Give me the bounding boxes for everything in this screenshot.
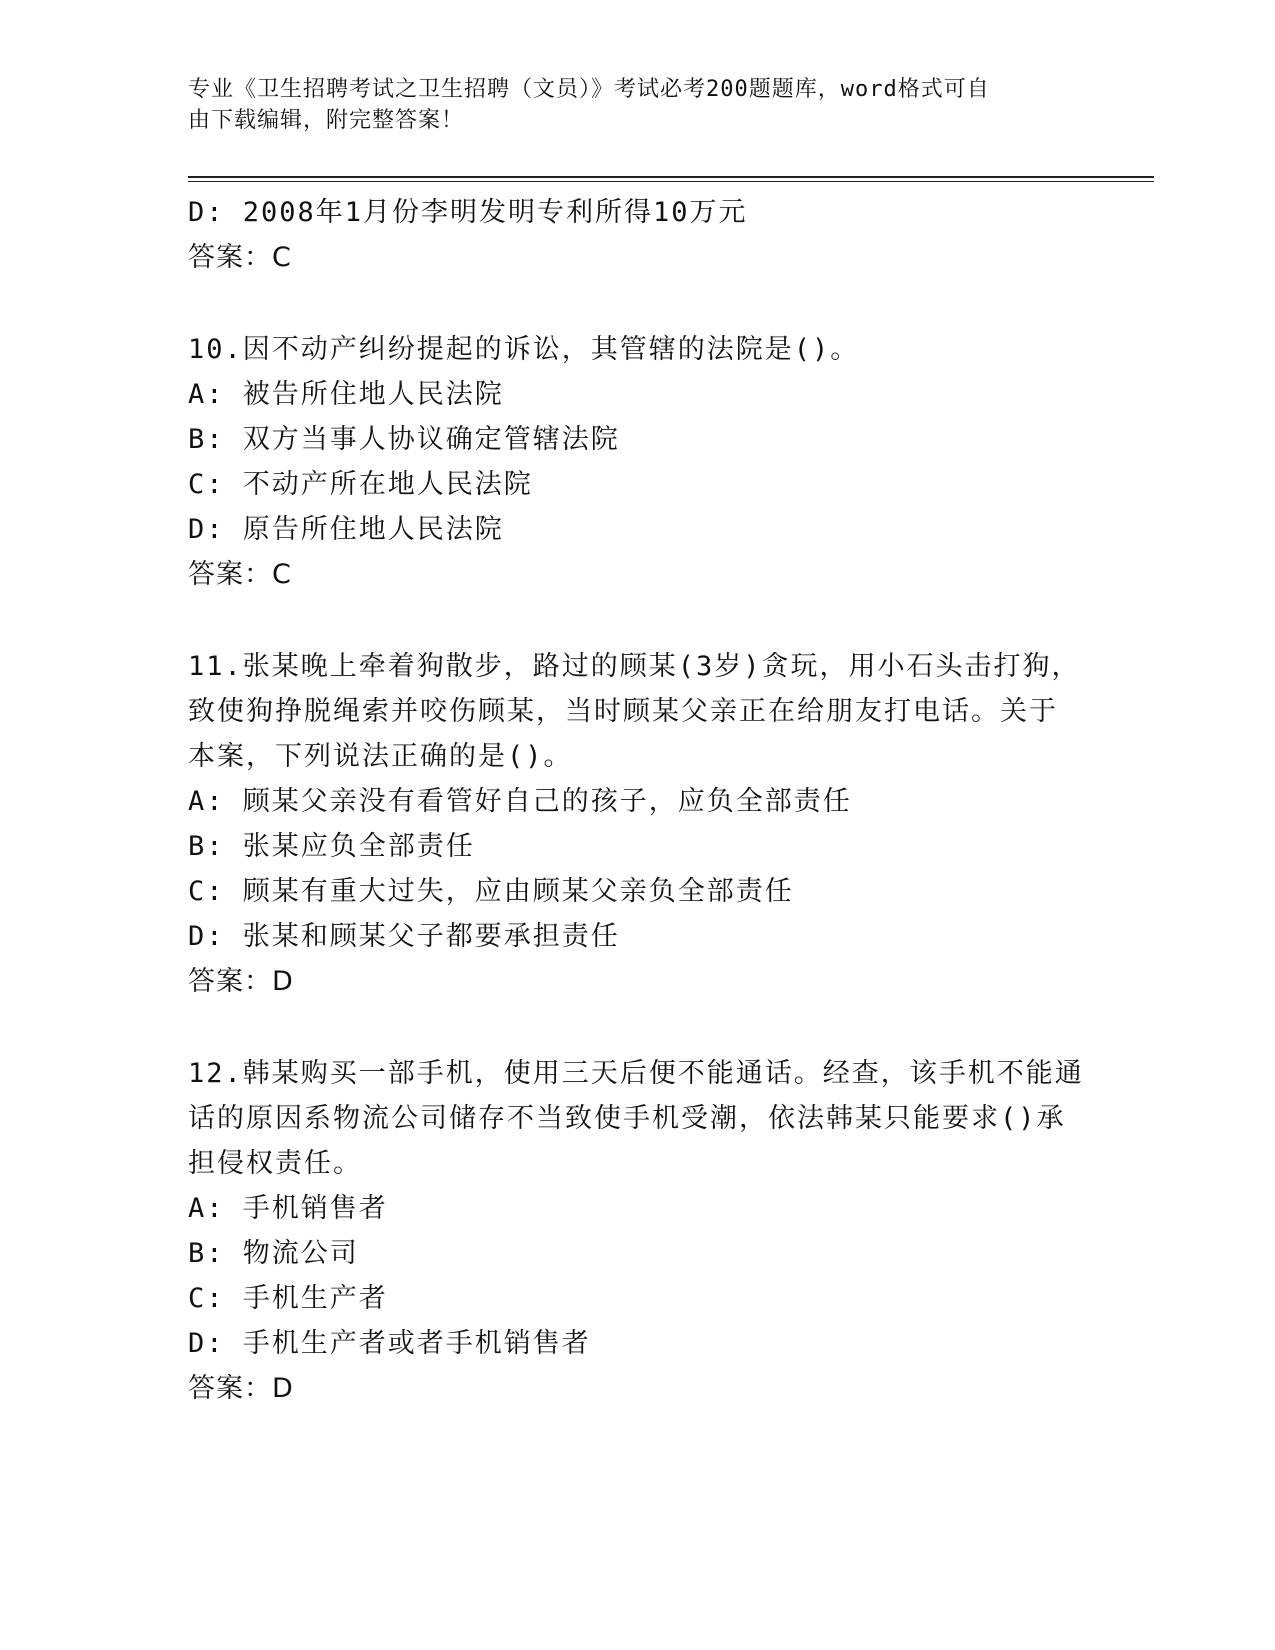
option-b: B: 物流公司 [188, 1238, 359, 1269]
header-line-2: 由下载编辑，附完整答案！ [188, 108, 465, 133]
option-b: B: 张某应负全部责任 [188, 831, 475, 862]
answer: 答案：C [188, 559, 292, 590]
question-stem-line-3: 本案，下列说法正确的是()。 [188, 741, 573, 772]
question-stem: 10.因不动产纠纷提起的诉讼，其管辖的法院是()。 [188, 334, 860, 365]
option-b: B: 双方当事人协议确定管辖法院 [188, 424, 620, 455]
document-header [188, 74, 1068, 136]
option-c: C: 顾某有重大过失，应由顾某父亲负全部责任 [188, 876, 794, 907]
option-a: A: 手机销售者 [188, 1193, 388, 1224]
prev-answer: 答案：C [188, 242, 292, 273]
option-a: A: 被告所住地人民法院 [188, 379, 504, 410]
answer: 答案：D [188, 966, 294, 997]
header-divider-thick [188, 176, 1154, 178]
header-line-1: 专业《卫生招聘考试之卫生招聘（文员）》考试必考200题题库，word格式可自 [188, 77, 990, 102]
question-stem-line-2: 致使狗挣脱绳索并咬伤顾某，当时顾某父亲正在给朋友打电话。关于 [188, 696, 1058, 727]
option-d: D: 原告所住地人民法院 [188, 514, 504, 545]
answer: 答案：D [188, 1373, 294, 1404]
question-11 [188, 644, 1088, 1004]
question-stem-line-1: 11.张某晚上牵着狗散步，路过的顾某(3岁)贪玩，用小石头击打狗， [188, 651, 1081, 682]
option-a: A: 顾某父亲没有看管好自己的孩子，应负全部责任 [188, 786, 852, 817]
question-stem-line-3: 担侵权责任。 [188, 1148, 362, 1179]
question-stem-line-2: 话的原因系物流公司储存不当致使手机受潮，依法韩某只能要求()承 [188, 1103, 1066, 1134]
header-divider-thin [188, 181, 1154, 182]
option-d: D: 手机生产者或者手机销售者 [188, 1328, 591, 1359]
option-c: C: 手机生产者 [188, 1283, 388, 1314]
question-10 [188, 327, 1088, 597]
question-list [188, 190, 1088, 1411]
option-d: D: 张某和顾某父子都要承担责任 [188, 921, 620, 952]
prev-option-d: D: 2008年1月份李明发明专利所得10万元 [188, 197, 748, 228]
option-c: C: 不动产所在地人民法院 [188, 469, 533, 500]
question-12 [188, 1051, 1088, 1411]
question-stem-line-1: 12.韩某购买一部手机，使用三天后便不能通话。经查，该手机不能通 [188, 1058, 1084, 1089]
